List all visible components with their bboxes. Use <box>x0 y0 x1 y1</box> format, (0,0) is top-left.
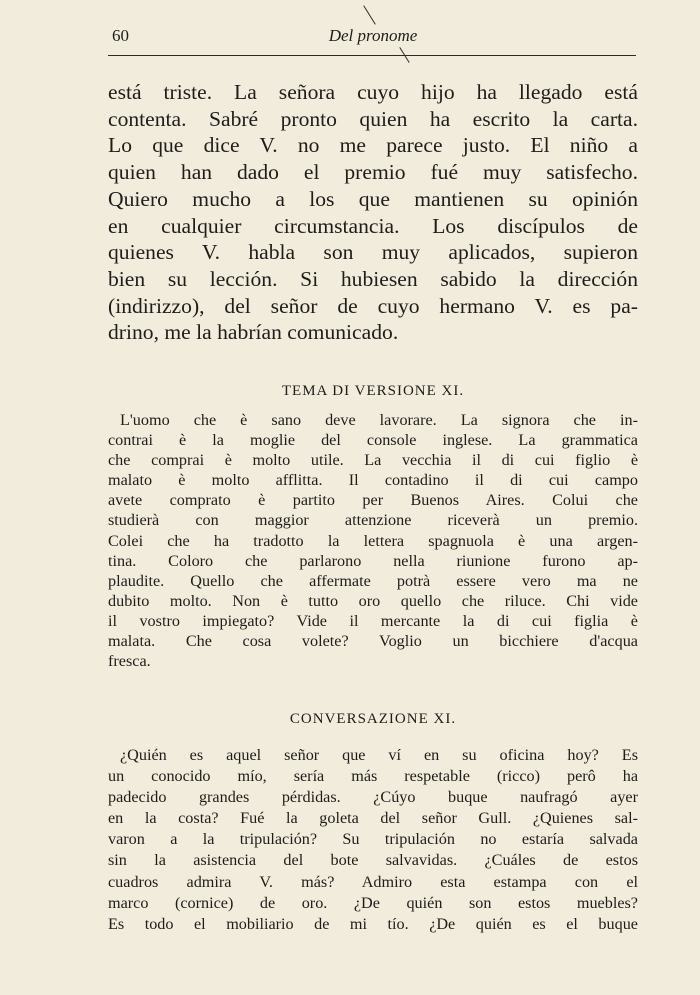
spanish-paragraph <box>108 79 638 346</box>
conversazione-heading: CONVERSAZIONE XI. <box>289 711 457 727</box>
text-line: varon a la tripulación? Su tripulación no estaría salvada <box>108 830 638 849</box>
running-header <box>108 26 638 50</box>
text-line: plaudite. Quello che affermate potrà essere vero ma ne <box>108 571 638 590</box>
running-title: Del pronome <box>328 26 418 45</box>
text-line: padecido grandes pérdidas. ¿Cúyo buque naufragó ayer <box>108 788 638 807</box>
text-line: contenta. Sabré pronto quien ha escrito la carta. <box>108 106 638 131</box>
text-line: avete comprato è partito per Buenos Aires. Colui che <box>108 491 638 510</box>
text-line: sin la asistencia del bote salvavidas. ¿Cuáles de estos <box>108 851 638 870</box>
text-line: malata. Che cosa volete? Voglio un bicchiere d'acqua <box>108 632 638 651</box>
text-line: en cualquier circumstancia. Los discípulos de <box>108 213 638 238</box>
text-line: contrai è la moglie del console inglese. La grammatica <box>108 431 638 450</box>
scratch-mark <box>363 5 376 24</box>
text-line: Quiero mucho a los que mantienen su opinión <box>108 186 638 211</box>
text-line: dubito molto. Non è tutto oro quello che riluce. Chi vide <box>108 591 638 610</box>
text-line: drino, me la habrían comunicado. <box>108 320 399 345</box>
text-line: quienes V. habla son muy aplicados, supieron <box>108 240 638 265</box>
text-line: Lo que dice V. no me parece justo. El niño a <box>108 133 638 158</box>
text-line: un conocido mío, sería más respetable (ricco) perô ha <box>108 767 638 786</box>
text-line: il vostro impiegato? Vide il mercante la di cui figlia è <box>108 611 638 630</box>
page-number: 60 <box>112 26 129 45</box>
text-line: en la costa? Fué la goleta del señor Gull. ¿Quienes sal- <box>108 809 638 828</box>
conversazione-paragraph <box>108 745 638 935</box>
text-line: bien su lección. Si hubiesen sabido la dirección <box>108 266 638 291</box>
text-line: quien han dado el premio fué muy satisfecho. <box>108 160 638 185</box>
text-line: (indirizzo), del señor de cuyo hermano V. es pa- <box>108 293 638 318</box>
text-line: cuadros admira V. más? Admiro esta estampa con el <box>108 872 638 891</box>
text-line: marco (cornice) de oro. ¿De quién son estos muebles? <box>108 893 638 912</box>
tema-heading: TEMA DI VERSIONE XI. <box>281 383 465 399</box>
text-line: Colei che ha tradotto la lettera spagnuola è una argen- <box>108 531 638 550</box>
text-line: malato è molto afflitta. Il contadino il di cui campo <box>108 471 638 490</box>
text-line: che comprai è molto utile. La vecchia il di cui figlio è <box>108 451 638 470</box>
text-line: está triste. La señora cuyo hijo ha llegado está <box>108 80 638 104</box>
text-line: studierà con maggior attenzione riceverà un premio. <box>108 511 638 530</box>
text-line: L'uomo che è sano deve lavorare. La signora che in- <box>120 411 638 429</box>
text-line: fresca. <box>108 652 151 671</box>
text-line: ¿Quién es aquel señor que ví en su oficina hoy? Es <box>120 746 638 764</box>
header-rule <box>108 55 636 56</box>
tema-paragraph <box>108 410 638 671</box>
text-line: tina. Coloro che parlarono nella riunione furono ap- <box>108 551 638 570</box>
text-line: Es todo el mobiliario de mi tío. ¿De quién es el buque <box>108 914 638 933</box>
